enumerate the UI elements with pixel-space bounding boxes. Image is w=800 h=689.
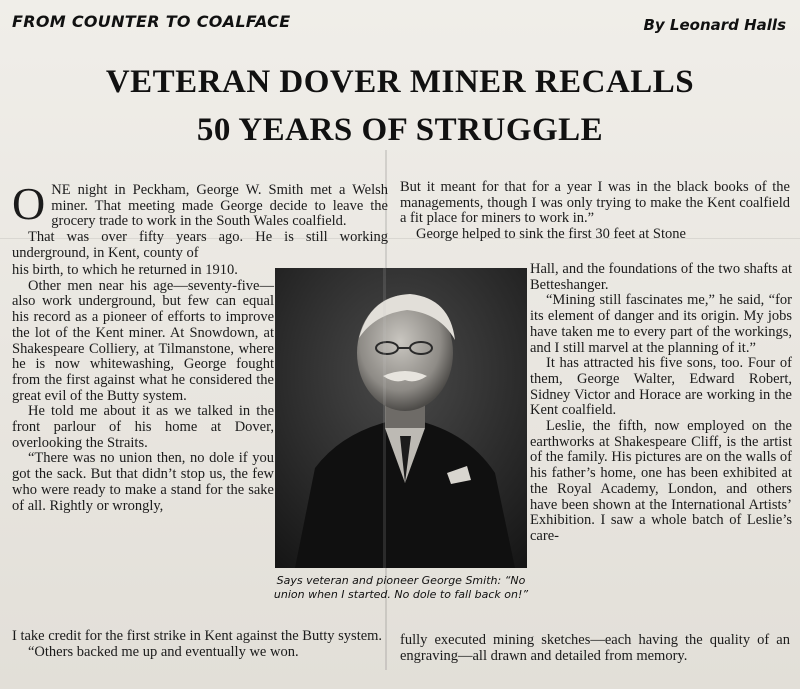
portrait-illustration [275, 268, 527, 568]
article-column-left-narrow [12, 263, 274, 514]
article-paragraph: fully executed mining sketches—each having the quality of an engraving—all drawn and detailed from memory. [400, 632, 790, 664]
headline-line-1: VETERAN DOVER MINER RECALLS [105, 64, 695, 100]
portrait-photo [275, 268, 527, 568]
article-paragraph: It has attracted his five sons, too. Four of them, George Walter, Edward Robert, Sidney Victor and Horace are working in the Kent coalfield. [530, 355, 792, 419]
article-paragraph: ONE night in Peckham, George W. Smith met a Welsh miner. That meeting made George decide to leave the grocery trade to work in the South Wales coalfield. [12, 178, 388, 230]
article-paragraph: “Others backed me up and eventually we won. [28, 643, 299, 660]
article-paragraph: his birth, to which he returned in 1910. [12, 262, 238, 278]
article-paragraph: I take credit for the first strike in Kent against the Butty system. [12, 628, 383, 644]
section-kicker: FROM COUNTER TO COALFACE [12, 12, 291, 31]
photo-caption: Says veteran and pioneer George Smith: “No union when I started. No dole to fall back on!” [273, 574, 529, 601]
article-column-left-top [12, 178, 388, 262]
article-paragraph: Other men near his age—seventy-five—also work underground, but few can equal his record as a pioneer of efforts to improve the lot of the Kent miner. At Snowdown, at Shakespeare Colliery, at Tilmanstone, where he is now whitewashing, George fought from the first against what he considered the great evil of the Butty system. [12, 277, 274, 404]
article-paragraph: He told me about it as we talked in the front parlour of his home at Dover, overlooking the Straits. [12, 403, 274, 451]
article-column-right-narrow [530, 262, 792, 545]
article-column-right-top [400, 180, 790, 243]
byline: By Leonard Halls [643, 16, 786, 34]
article-paragraph: Leslie, the fifth, now employed on the earthworks at Shakespeare Cliff, is the artist of the family. His pictures are on the walls of his father’s home, one has been exhibited at the Royal Academy, London, and others have been shown at the International Artists’ Exhibition. I saw a whole batch of Leslie’s care- [530, 418, 792, 544]
article-paragraph: That was over fifty years ago. He is still working underground, in Kent, county of [12, 229, 388, 261]
article-column-left-bottom [12, 629, 388, 660]
article-column-right-bottom [400, 633, 790, 664]
article-paragraph: “Mining still fascinates me,” he said, “for its element of danger and its origin. My jobs have taken me to every part of the workings, and I still marvel at the planning of it.” [530, 292, 792, 356]
article-paragraph: Hall, and the foundations of the two shafts at Betteshanger. [530, 261, 792, 293]
drop-cap: O [12, 178, 46, 229]
article-paragraph: George helped to sink the first 30 feet at Stone [416, 226, 686, 243]
article-paragraph: But it meant for that for a year I was in the black books of the managements, though I was only trying to make the Kent coalfield a fit place for miners to work in.” [400, 179, 790, 227]
headline-line-2: 50 YEARS OF STRUGGLE [196, 112, 604, 148]
article-paragraph: “There was no union then, no dole if you got the sack. But that didn’t stop us, the few who were ready to make a stand for the sake of all. Rightly or wrongly, [12, 450, 274, 514]
